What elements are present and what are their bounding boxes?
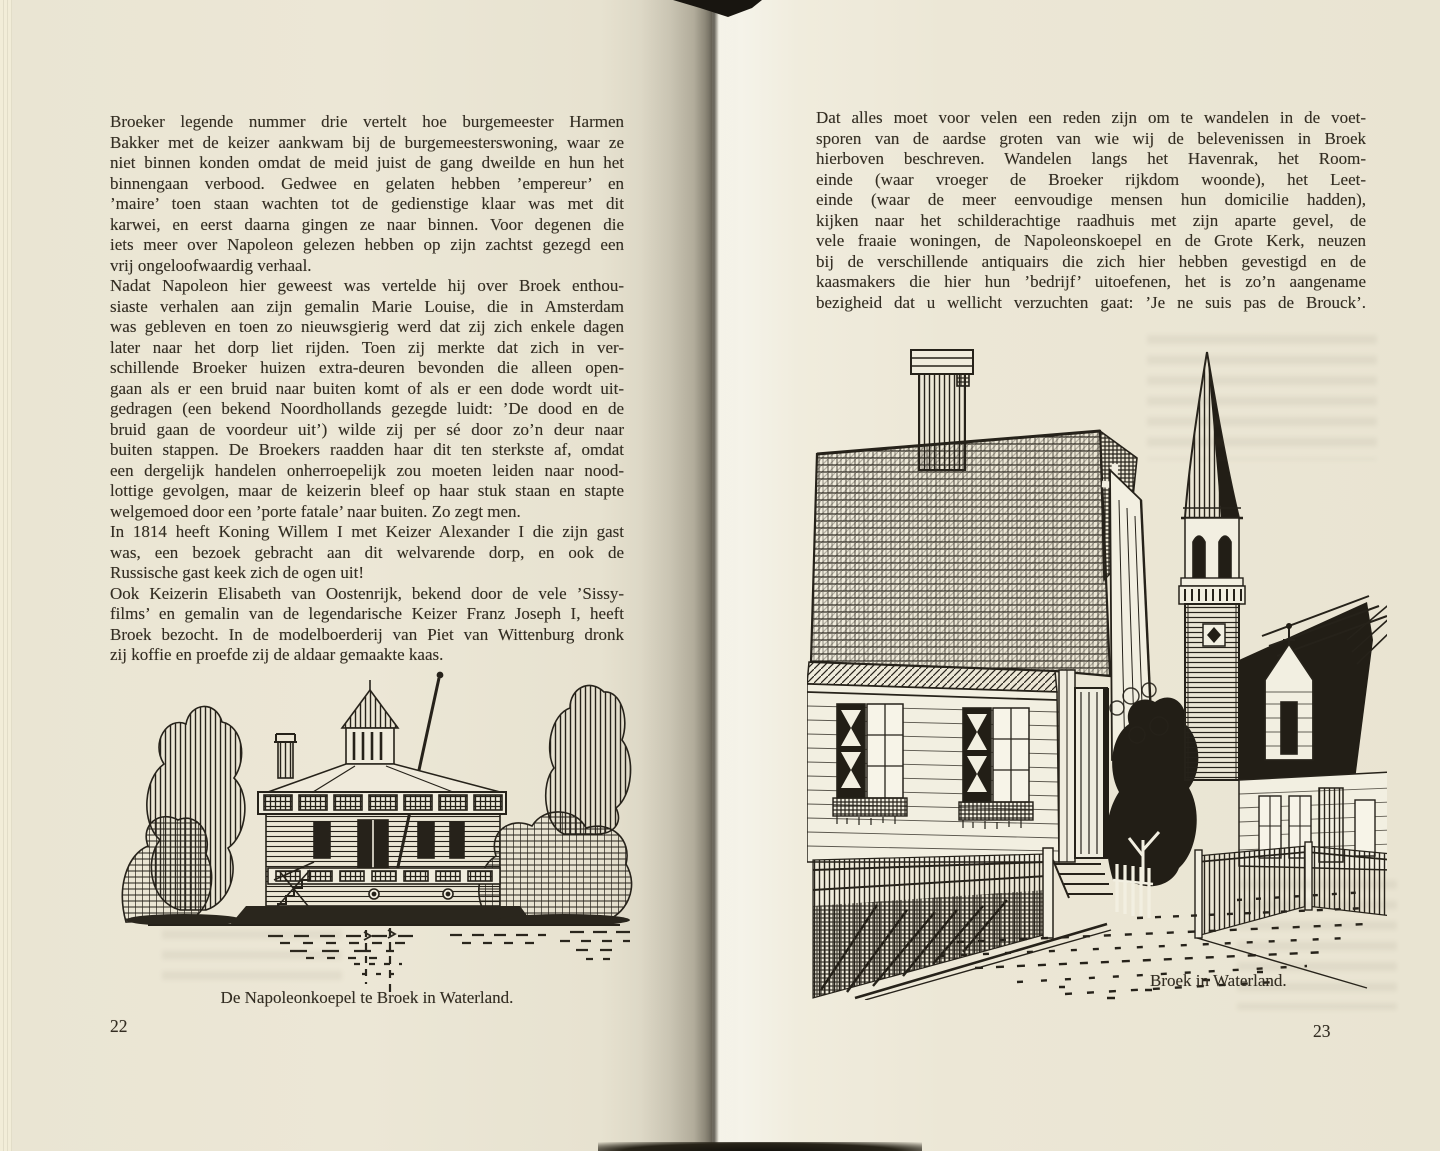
text-line: einde (waar vroeger de Broeker rijkdom woonde), het Leet- (816, 169, 1366, 189)
right-page-number: 23 (1313, 1021, 1331, 1041)
text-line: Russische gast keek zich de ogen uit! (110, 563, 364, 582)
text-line: lottige gevolgen, maar de keizerin bleef op haar stuk staan en stapte (110, 481, 624, 500)
porch-door (1053, 670, 1113, 898)
text-line: films’ en gemalin van de legendarische Keizer Franz Joseph I, heeft (110, 604, 624, 623)
text-line: was gebleven en toen zo nieuwsgierig werd dat zij zich enkele dagen (110, 317, 624, 336)
window-shuttered-left (833, 704, 907, 825)
text-line: einde (waar de meer eenvoudige mensen hun domicilie hadden), (816, 190, 1366, 209)
text-line: Dat alles moet voor velen een reden zijn om te wandelen in de voet- (816, 108, 1366, 127)
broek-street-illustration (807, 340, 1387, 1000)
cupola (342, 680, 398, 764)
text-line: Nadat Napoleon hier geweest was vertelde hij over Broek enthou- (110, 276, 624, 295)
right-illustration-caption: Broek in Waterland. (1150, 971, 1287, 990)
water-reflections (268, 928, 634, 992)
left-illustration-caption: De Napoleonkoepel te Broek in Waterland. (220, 988, 514, 1007)
chimney (274, 734, 297, 778)
text-line: sporen van de aardse groten van wie wij de belevenissen in Broek (816, 128, 1366, 148)
text-line: gedragen (een bekend Noordhollands gezegde luidt: ’De dood en de (110, 399, 624, 418)
text-line: Broeker legende nummer drie vertelt hoe burgemeester Harmen (110, 112, 624, 131)
text-line: niet binnen konden omdat de meid juist de gang dweilde en hun het (110, 153, 624, 172)
text-line: hierboven beschreven. Wandelen langs het Havenrak, het Room- (816, 149, 1366, 168)
left-page (12, 0, 712, 1151)
text-line: was, een bezoek gebracht aan dit welvarende dorp, en ook de (110, 542, 624, 562)
text-line: kaasmakers die hier hun ’bedrijf’ uitoefenen, het is zo’n aangename (816, 272, 1366, 291)
church-tower (1179, 352, 1245, 780)
text-line: iets meer over Napoleon gelezen hebben op zijn zachtst gezegd een (110, 235, 624, 254)
text-line: vele fraaie woningen, de Napoleonskoepel en de Grote Kerk, neuzen (816, 231, 1366, 250)
text-line: kijken naar het schilderachtige raadhuis met zijn aparte gevel, de (816, 210, 1366, 230)
text-line: In 1814 heeft Koning Willem I met Keizer Alexander I die zijn gast (110, 522, 624, 541)
text-line: Broek bezocht. In de modelboerderij van Piet van Wittenburg dronk (110, 624, 624, 644)
left-page-number: 22 (110, 1016, 128, 1036)
text-line: schillende Broeker huizen extra-deuren bevonden die alleen open- (110, 358, 624, 377)
text-line: bruid gaan de voordeur uit’) wilde zij per sé door zo’n deur naar (110, 419, 624, 439)
text-line: bezigheid dat u wellicht verzuchten gaat: ’Je ne suis pas de Brouck’. (816, 292, 1366, 312)
text-line: zij koffie en proefde zij de aldaar gemaakte kaas. (110, 645, 444, 664)
text-line: binnengaan verbood. Gedwee en gelaten hebben ’empereur’ en (110, 173, 624, 193)
binding-top-notch (640, 0, 780, 22)
text-line: karwei, en eerst daarna gingen ze naar binnen. Voor degenen die (110, 214, 624, 234)
text-line: welgemoed door een ’porte fatale’ naar buiten. Zo zegt men. (110, 501, 521, 521)
text-line: siaste verhalen aan zijn gemalin Marie Louise, die in Amsterdam (110, 296, 624, 316)
napoleonkoepel-illustration (118, 664, 638, 994)
text-line: later naar het dorp liet rijden. Toen zij merkte dat zich in ver- (110, 337, 624, 357)
right-page-text (816, 108, 1366, 313)
text-line: gaan als er een bruid naar buiten komt of als er een dode wordt uit- (110, 378, 624, 398)
binding-bottom-notch (598, 1142, 922, 1151)
window-shuttered-right (959, 708, 1033, 829)
text-line: Bakker met de keizer aankwam bij de burgemeesterswoning, waar ze (110, 132, 624, 152)
right-page (712, 0, 1440, 1151)
text-line: buiten stappen. De Broekers raadden haar dit ten sterkste af, omdat (110, 440, 624, 459)
text-line: een dergelijk handelen onherroepelijk zou moeten leiden naar nood- (110, 460, 624, 480)
pavilion (258, 764, 506, 912)
text-line: ’maire’ toen staan wachten tot de gedienstige klaar was met dit (110, 194, 624, 213)
text-line: vrij ongeloofwaardig verhaal. (110, 255, 312, 275)
text-line: bij de verschillende antiquairs die zich hier hebben gevestigd en de (816, 251, 1366, 271)
text-line: Ook Keizerin Elisabeth van Oostenrijk, bekend door de vele ’Sissy- (110, 583, 624, 603)
left-page-text (110, 112, 624, 666)
page-stack-edge (0, 0, 12, 1151)
